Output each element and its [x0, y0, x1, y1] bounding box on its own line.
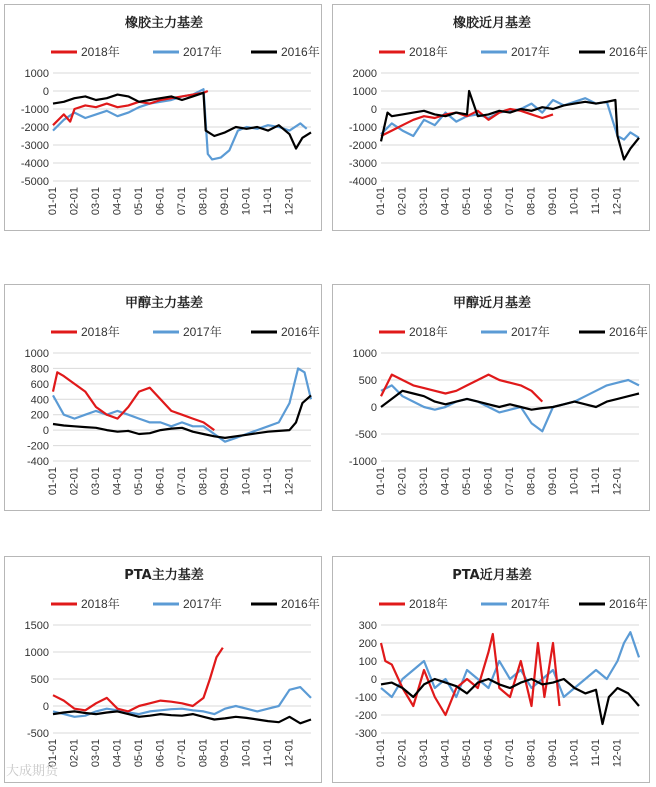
x-tick-label: 04-01	[439, 187, 452, 216]
chart-title: PTA主力基差	[124, 568, 204, 583]
x-tick-label: 09-01	[547, 467, 559, 496]
chart-title: 橡胶主力基差	[124, 16, 204, 31]
legend-label: 2017年	[183, 597, 222, 611]
x-tick-label: 12-01	[611, 187, 624, 216]
x-tick-label: 01-01	[47, 187, 59, 216]
x-tick-label: 02-01	[396, 467, 409, 496]
x-tick-label: 04-01	[111, 467, 124, 496]
y-tick-label: 0	[370, 674, 377, 686]
x-tick-label: 09-01	[219, 739, 231, 768]
x-tick-label: 04-01	[439, 739, 452, 768]
chart-panel-rubber-main	[4, 4, 322, 231]
legend-label: 2016年	[609, 597, 648, 611]
y-tick-label: 100	[358, 656, 377, 668]
chart-panel-pta-near	[332, 556, 650, 783]
y-tick-label: 200	[358, 638, 377, 650]
x-tick-label: 05-01	[133, 467, 145, 496]
chart-title: 甲醇近月基差	[452, 296, 532, 311]
legend-label: 2018年	[409, 45, 448, 59]
legend-label: 2016年	[281, 597, 320, 611]
series-2016-line	[53, 93, 311, 149]
y-tick-label: -2000	[348, 140, 377, 152]
legend-label: 2016年	[609, 325, 648, 339]
x-tick-label: 03-01	[418, 739, 430, 768]
y-tick-label: -3000	[20, 140, 49, 152]
y-tick-label: -1000	[348, 122, 377, 134]
x-tick-label: 02-01	[396, 187, 409, 216]
x-tick-label: 05-01	[133, 187, 145, 216]
y-tick-label: 1500	[24, 620, 49, 632]
x-tick-label: 04-01	[111, 739, 124, 768]
y-tick-label: 1000	[24, 647, 49, 659]
series-2018-line	[53, 372, 214, 430]
legend-label: 2018年	[409, 597, 448, 611]
chart-panel-rubber-near	[332, 4, 650, 231]
x-tick-label: 08-01	[197, 187, 210, 216]
x-tick-label: 09-01	[219, 187, 231, 216]
y-tick-label: -300	[354, 728, 377, 740]
x-tick-label: 07-01	[504, 467, 516, 496]
y-tick-label: -1000	[348, 456, 377, 468]
chart-svg	[333, 5, 651, 232]
chart-panel-methanol-main	[4, 284, 322, 511]
x-tick-label: 07-01	[504, 739, 516, 768]
chart-title: 甲醇主力基差	[124, 296, 204, 311]
chart-svg	[333, 557, 651, 784]
x-tick-label: 05-01	[461, 187, 473, 216]
x-tick-label: 06-01	[154, 187, 167, 216]
x-tick-label: 11-01	[590, 187, 602, 215]
x-tick-label: 10-01	[240, 187, 253, 216]
x-tick-label: 06-01	[482, 739, 495, 768]
x-tick-label: 05-01	[133, 739, 145, 768]
y-tick-label: -400	[26, 456, 49, 468]
y-tick-label: -1000	[20, 104, 49, 116]
x-tick-label: 09-01	[547, 187, 559, 216]
x-tick-label: 11-01	[590, 739, 602, 767]
x-tick-label: 12-01	[283, 467, 296, 496]
y-tick-label: -200	[354, 710, 377, 722]
x-tick-label: 07-01	[176, 739, 188, 768]
series-2017-line	[53, 687, 311, 717]
x-tick-label: 01-01	[375, 739, 387, 768]
x-tick-label: 09-01	[547, 739, 559, 768]
x-tick-label: 08-01	[525, 467, 538, 496]
chart-panel-methanol-near	[332, 284, 650, 511]
legend-label: 2017年	[183, 325, 222, 339]
x-tick-label: 07-01	[176, 187, 188, 216]
x-tick-label: 10-01	[568, 739, 581, 768]
x-tick-label: 06-01	[154, 467, 167, 496]
y-tick-label: 0	[370, 104, 377, 116]
y-tick-label: 0	[42, 86, 49, 98]
x-tick-label: 12-01	[611, 467, 624, 496]
legend-label: 2016年	[609, 45, 648, 59]
legend-label: 2018年	[81, 325, 120, 339]
y-tick-label: -2000	[20, 122, 49, 134]
y-tick-label: -500	[26, 728, 49, 740]
x-tick-label: 08-01	[197, 739, 210, 768]
x-tick-label: 07-01	[504, 187, 516, 216]
y-tick-label: -3000	[348, 158, 377, 170]
y-tick-label: -4000	[20, 158, 49, 170]
y-tick-label: -200	[26, 440, 49, 453]
series-2016-line	[53, 711, 311, 723]
x-tick-label: 01-01	[375, 467, 387, 496]
x-tick-label: 02-01	[68, 187, 81, 216]
x-tick-label: 03-01	[90, 467, 102, 496]
x-tick-label: 01-01	[375, 187, 387, 216]
x-tick-label: 08-01	[525, 187, 538, 216]
chart-title: 橡胶近月基差	[452, 16, 532, 31]
x-tick-label: 11-01	[262, 187, 274, 215]
x-tick-label: 10-01	[240, 467, 253, 496]
y-tick-label: -500	[354, 429, 377, 441]
x-tick-label: 10-01	[568, 467, 581, 496]
x-tick-label: 01-01	[47, 467, 59, 496]
x-tick-label: 03-01	[418, 187, 430, 216]
x-tick-label: 09-01	[219, 467, 231, 496]
x-tick-label: 12-01	[283, 187, 296, 216]
y-tick-label: 800	[30, 363, 49, 376]
series-2018-line	[53, 648, 223, 712]
x-tick-label: 03-01	[418, 467, 430, 496]
y-tick-label: 1000	[24, 68, 49, 80]
legend-label: 2017年	[511, 45, 550, 59]
x-tick-label: 03-01	[90, 739, 102, 768]
y-tick-label: 500	[358, 375, 377, 387]
x-tick-label: 08-01	[197, 467, 210, 496]
x-tick-label: 06-01	[482, 467, 495, 496]
x-tick-label: 05-01	[461, 467, 473, 496]
legend-label: 2016年	[281, 45, 320, 59]
series-2018-line	[53, 91, 208, 125]
y-tick-label: 0	[370, 402, 377, 414]
x-tick-label: 02-01	[68, 467, 81, 496]
chart-svg	[5, 285, 323, 512]
legend-label: 2016年	[281, 325, 320, 339]
x-tick-label: 02-01	[68, 739, 81, 768]
y-tick-label: 200	[30, 409, 49, 422]
x-tick-label: 12-01	[611, 739, 624, 768]
y-tick-label: 400	[30, 394, 49, 407]
x-tick-label: 10-01	[568, 187, 581, 216]
legend-label: 2018年	[409, 325, 448, 339]
y-tick-label: 0	[42, 701, 49, 713]
chart-svg	[333, 285, 651, 512]
y-tick-label: 1000	[24, 348, 49, 360]
y-tick-label: 500	[30, 674, 49, 686]
x-tick-label: 04-01	[111, 187, 124, 216]
x-tick-label: 03-01	[90, 187, 102, 216]
legend-label: 2018年	[81, 45, 120, 59]
legend-label: 2017年	[183, 45, 222, 59]
chart-svg	[5, 5, 323, 232]
y-tick-label: 1000	[352, 348, 377, 360]
chart-svg	[5, 557, 323, 784]
chart-title: PTA近月基差	[452, 568, 532, 583]
y-tick-label: 1000	[352, 86, 377, 98]
x-tick-label: 05-01	[461, 739, 473, 768]
y-tick-label: -4000	[348, 176, 377, 188]
y-tick-label: 0	[42, 425, 49, 438]
x-tick-label: 10-01	[240, 739, 253, 768]
legend-label: 2017年	[511, 325, 550, 339]
x-tick-label: 02-01	[396, 739, 409, 768]
y-tick-label: 300	[358, 620, 377, 632]
legend-label: 2017年	[511, 597, 550, 611]
x-tick-label: 11-01	[262, 739, 274, 767]
x-tick-label: 12-01	[283, 739, 296, 768]
x-tick-label: 11-01	[590, 467, 602, 495]
watermark: 大成期货	[6, 763, 59, 778]
y-tick-label: 2000	[352, 68, 377, 80]
x-tick-label: 11-01	[262, 467, 274, 495]
x-tick-label: 06-01	[154, 739, 167, 768]
series-2017-line	[381, 98, 639, 139]
x-tick-label: 06-01	[482, 187, 495, 216]
y-tick-label: -5000	[20, 176, 49, 188]
legend-label: 2018年	[81, 597, 120, 611]
x-tick-label: 08-01	[525, 739, 538, 768]
x-tick-label: 04-01	[439, 467, 452, 496]
x-tick-label: 01-01	[47, 739, 59, 768]
y-tick-label: 600	[30, 378, 49, 391]
y-tick-label: -100	[354, 692, 377, 704]
x-tick-label: 07-01	[176, 467, 188, 496]
chart-panel-pta-main	[4, 556, 322, 783]
